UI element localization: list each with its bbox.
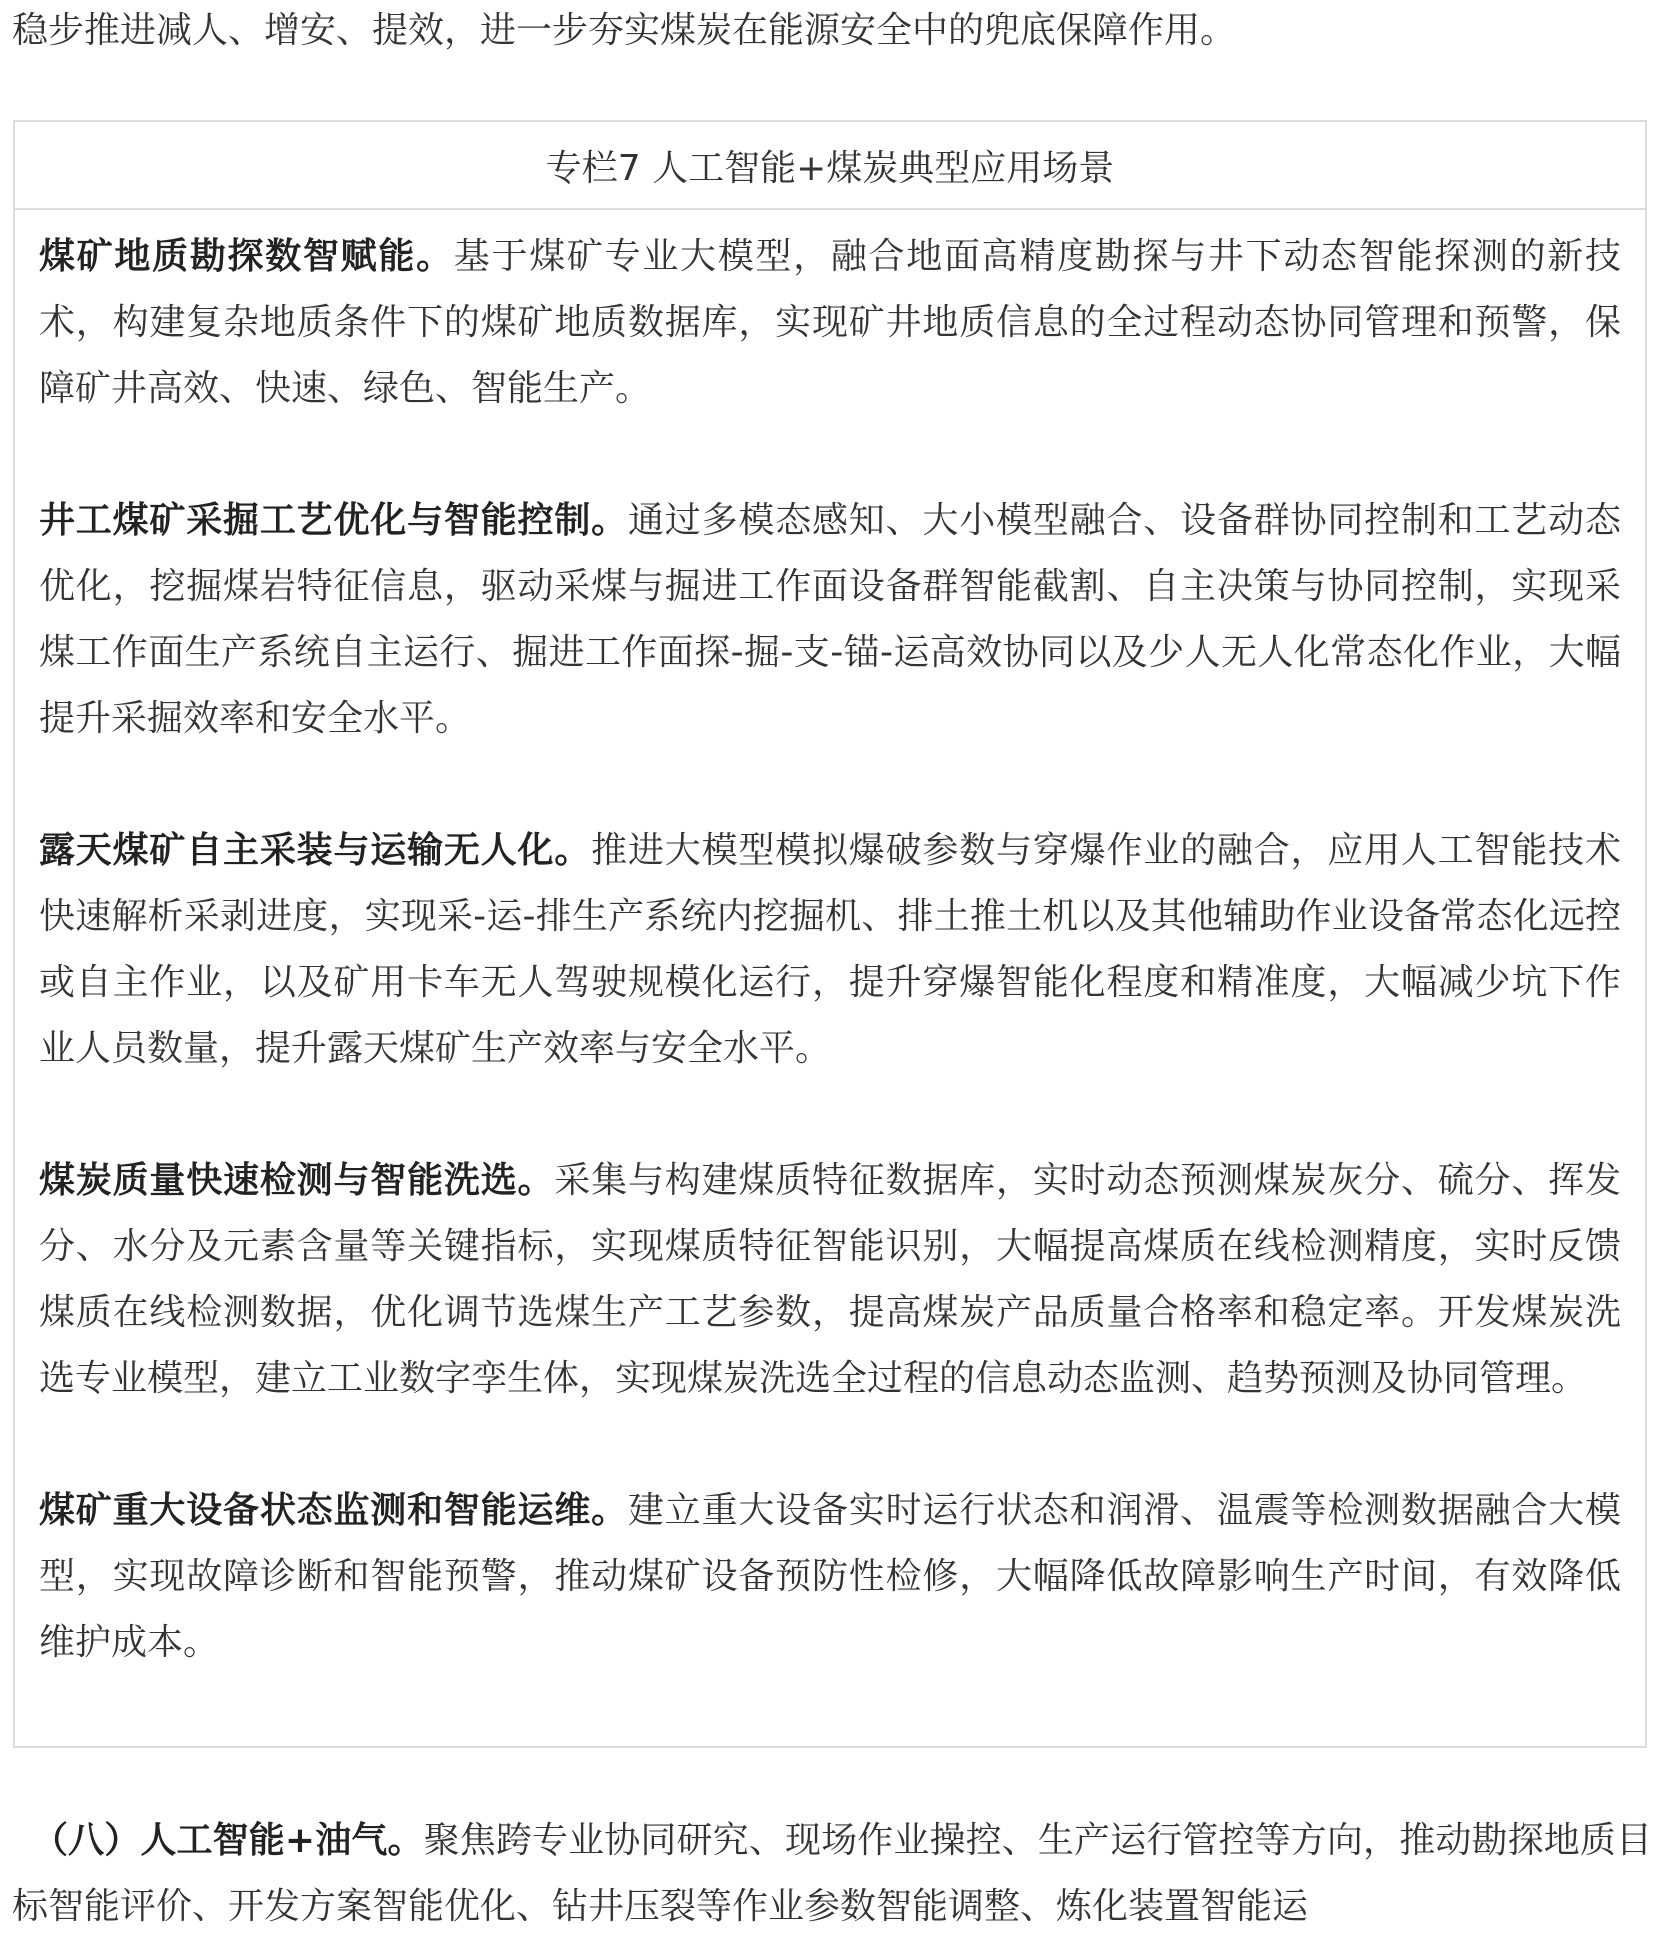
section-8-lead: （八）人工智能+油气。: [32, 1820, 424, 1861]
column-box: [13, 120, 1647, 1748]
column-item-open-pit: [39, 818, 1621, 1082]
column-item-coal-quality: [39, 1148, 1621, 1412]
item-lead: 井工煤矿采掘工艺优化与智能控制。: [39, 500, 628, 541]
item-lead: 露天煤矿自主采装与运输无人化。: [39, 830, 592, 871]
column-item-mining-control: [39, 488, 1621, 752]
item-text: 建立重大设备实时运行状态和润滑、温震等检测数据融合大模型，实现故障诊断和智能预警，推动煤矿设备预防性检修，大幅降低故障影响生产时间，有效降低维护成本。: [39, 1490, 1621, 1663]
column-title: 专栏7 人工智能+煤炭典型应用场景: [15, 122, 1645, 210]
item-lead: 煤矿重大设备状态监测和智能运维。: [39, 1490, 628, 1531]
column-item-geology: [39, 224, 1621, 422]
section-8-text: 聚焦跨专业协同研究、现场作业操控、生产运行管控等方向，推动勘探地质目标智能评价、开发方案智能优化、钻井压裂等作业参数智能调整、炼化装置智能运: [12, 1820, 1652, 1927]
item-lead: 煤矿地质勘探数智赋能。: [39, 236, 454, 277]
item-text: 基于煤矿专业大模型，融合地面高精度勘探与井下动态智能探测的新技术，构建复杂地质条件下的煤矿地质数据库，实现矿井地质信息的全过程动态协同管理和预警，保障矿井高效、快速、绿色、智能生产。: [39, 236, 1621, 409]
item-text: 采集与构建煤质特征数据库，实时动态预测煤炭灰分、硫分、挥发分、水分及元素含量等关键指标，实现煤质特征智能识别，大幅提高煤质在线检测精度，实时反馈煤质在线检测数据，优化调节选煤生产工艺参数，提高煤炭产品质量合格率和稳定率。开发煤炭洗选专业模型，建立工业数字孪生体，实现煤炭洗选全过程的信息动态监测、趋势预测及协同管理。: [39, 1160, 1621, 1399]
section-8-paragraph: [12, 1808, 1652, 1940]
column-body: [15, 210, 1645, 1676]
intro-paragraph: 稳步推进减人、增安、提效，进一步夯实煤炭在能源安全中的兜底保障作用。: [12, 10, 1237, 51]
item-text: 通过多模态感知、大小模型融合、设备群协同控制和工艺动态优化，挖掘煤岩特征信息，驱动采煤与掘进工作面设备群智能截割、自主决策与协同控制，实现采煤工作面生产系统自主运行、掘进工作面探-掘-支-锚-运高效协同以及少人无人化常态化作业，大幅提升采掘效率和安全水平。: [39, 500, 1621, 739]
item-lead: 煤炭质量快速检测与智能洗选。: [39, 1160, 555, 1201]
item-text: 推进大模型模拟爆破参数与穿爆作业的融合，应用人工智能技术快速解析采剥进度，实现采-运-排生产系统内挖掘机、排土推土机以及其他辅助作业设备常态化远控或自主作业，以及矿用卡车无人驾驶规模化运行，提升穿爆智能化程度和精准度，大幅减少坑下作业人员数量，提升露天煤矿生产效率与安全水平。: [39, 830, 1621, 1069]
column-item-equipment: [39, 1478, 1621, 1676]
